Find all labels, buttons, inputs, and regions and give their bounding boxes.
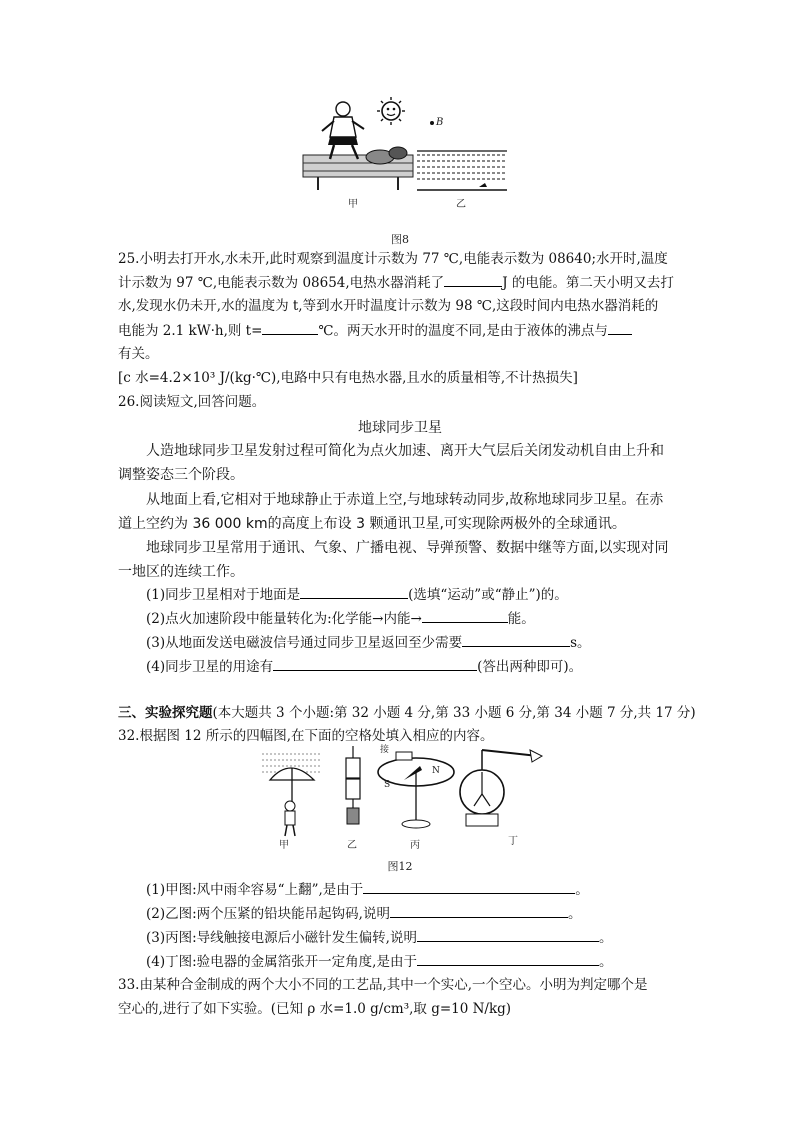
q26-sub-1-answer-blank[interactable]	[300, 584, 408, 599]
q26-sub-2-text-b: 能。	[507, 611, 535, 627]
figure-12-text-s: S	[384, 780, 391, 790]
figure-12-label-yi: 乙	[347, 840, 357, 851]
q26-sub-1-text-b: (选填“运动”或“静止”)的。	[408, 587, 568, 603]
q25-answer-blank-boiling[interactable]	[608, 320, 632, 335]
q25-line-2-text-b: J 的电能。第二天小明又去打	[502, 275, 674, 291]
figure-12-ding-electroscope	[458, 742, 544, 836]
q32-intro: 32.根据图 12 所示的四幅图,在下面的空格处填入相应的内容。	[118, 728, 494, 744]
q25-answer-blank-temperature[interactable]	[262, 320, 318, 335]
figure-12-text-n: N	[432, 766, 440, 776]
q32-sub-3	[146, 927, 612, 948]
q26-sub-3	[146, 632, 591, 653]
figure-8-caption: 图8	[391, 233, 409, 246]
q25-line-2-text-a: 计示数为 97 ℃,电能表示数为 08654,电热水器消耗了	[118, 275, 445, 291]
q32-sub-4	[146, 951, 612, 972]
q25-line-4-text-b: ℃。两天水开时的温度不同,是由于液体的沸点与	[318, 323, 608, 339]
figure-8-point-b: B	[436, 117, 444, 128]
figure-8-yi-water-diagram	[415, 95, 510, 195]
q26-sub-3-text-a: (3)从地面发送电磁波信号通过同步卫星返回至少需要	[146, 635, 463, 651]
q25-answer-blank-energy[interactable]	[444, 272, 502, 287]
figure-12	[262, 742, 552, 850]
q25-note: [c 水=4.2×10³ J/(kg·℃),电路中只有电热水器,且水的质量相等,不计热损失]	[118, 370, 578, 386]
figure-12-label-jia: 甲	[279, 840, 289, 851]
q26-sub-4-text-b: (答出两种即可)。	[477, 659, 583, 675]
figure-12-label-ding: 丁	[508, 836, 518, 847]
q26-sub-4-text-a: (4)同步卫星的用途有	[146, 659, 274, 675]
q26-sub-4-answer-blank[interactable]	[273, 656, 477, 671]
q26-paragraph-3-line-2: 一地区的连续工作。	[118, 564, 244, 580]
q32-sub-3-text-a: (3)丙图:导线触接电源后小磁针发生偏转,说明	[146, 930, 417, 946]
figure-8-label-yi: 乙	[456, 199, 466, 210]
q33-line-2: 空心的,进行了如下实验。(已知 ρ 水=1.0 g/cm³,取 g=10 N/kg)	[118, 1001, 512, 1017]
q32-sub-4-text-a: (4)丁图:验电器的金属箔张开一定角度,是由于	[146, 954, 417, 970]
figure-8-jia-illustration	[298, 95, 418, 195]
q26-paragraph-1-line-1: 人造地球同步卫星发射过程可简化为点火加速、离开大气层后关闭发动机自由上升和	[146, 443, 664, 459]
q32-sub-2-answer-blank[interactable]	[390, 903, 568, 918]
q32-sub-1	[146, 879, 589, 900]
q26-paragraph-2-line-2: 道上空约为 36 000 km的高度上布设 3 颗通讯卫星,可实现除两极外的全球通讯。	[118, 516, 626, 532]
q26-sub-2-text-a: (2)点火加速阶段中能量转化为:化学能→内能→	[146, 611, 422, 627]
q25-line-2	[118, 272, 674, 293]
q25-line-4	[118, 320, 632, 341]
q32-sub-2	[146, 903, 581, 924]
q32-sub-3-text-b: 。	[598, 930, 613, 946]
q26-sub-3-answer-blank[interactable]	[462, 632, 570, 647]
figure-12-text-jie: 接	[380, 745, 390, 755]
q26-sub-1	[146, 584, 568, 605]
q26-paragraph-2-line-1: 从地面上看,它相对于地球静止于赤道上空,与地球转动同步,故称地球同步卫星。在赤	[146, 492, 664, 508]
figure-8-label-jia: 甲	[348, 199, 358, 210]
q32-sub-4-answer-blank[interactable]	[417, 951, 599, 966]
q26-title: 地球同步卫星	[358, 420, 442, 436]
figure-12-yi-lead-blocks	[338, 746, 368, 838]
q32-sub-1-text-a: (1)甲图:风中雨伞容易“上翻”,是由于	[146, 882, 364, 898]
q32-sub-1-text-b: 。	[575, 882, 589, 898]
section-3-header	[118, 703, 696, 723]
q26-sub-3-text-b: s。	[570, 635, 591, 651]
q25-line-4-text-a: 电能为 2.1 kW·h,则 t=	[118, 323, 263, 339]
figure-8	[290, 95, 510, 215]
section-3-detail: (本大题共 3 个小题:第 32 小题 4 分,第 33 小题 6 分,第 34 小题 7 分,共 17 分)	[212, 705, 696, 721]
q32-sub-3-answer-blank[interactable]	[417, 927, 599, 942]
q25-line-5: 有关。	[118, 346, 159, 362]
q26-paragraph-3-line-1: 地球同步卫星常用于通讯、气象、广播电视、导弹预警、数据中继等方面,以实现对同	[146, 540, 669, 556]
q25-line-1: 25.小明去打开水,水未开,此时观察到温度计示数为 77 ℃,电能表示数为 08640;水开时,温度	[118, 251, 668, 267]
q26-sub-2-answer-blank[interactable]	[422, 608, 508, 623]
q32-sub-4-text-b: 。	[598, 954, 613, 970]
q32-sub-2-text-a: (2)乙图:两个压紧的铅块能吊起钩码,说明	[146, 906, 390, 922]
q26-intro: 26.阅读短文,回答问题。	[118, 394, 266, 410]
q25-line-3: 水,发现水仍未开,水的温度为 t,等到水开时温度计示数为 98 ℃,这段时间内电热水器消耗的	[118, 298, 659, 314]
q32-sub-1-answer-blank[interactable]	[363, 879, 575, 894]
q32-sub-2-text-b: 。	[567, 906, 582, 922]
q26-sub-2	[146, 608, 535, 629]
q26-sub-1-text-a: (1)同步卫星相对于地面是	[146, 587, 301, 603]
figure-12-jia-umbrella	[262, 746, 324, 838]
q33-line-1: 33.由某种合金制成的两个大小不同的工艺品,其中一个实心,一个空心。小明为判定哪个是	[118, 977, 648, 993]
section-3-heading: 三、实验探究题	[118, 705, 213, 721]
q26-paragraph-1-line-2: 调整姿态三个阶段。	[118, 467, 244, 483]
q26-sub-4	[146, 656, 582, 677]
figure-12-caption: 图12	[387, 860, 413, 873]
figure-12-label-bing: 丙	[410, 840, 420, 851]
